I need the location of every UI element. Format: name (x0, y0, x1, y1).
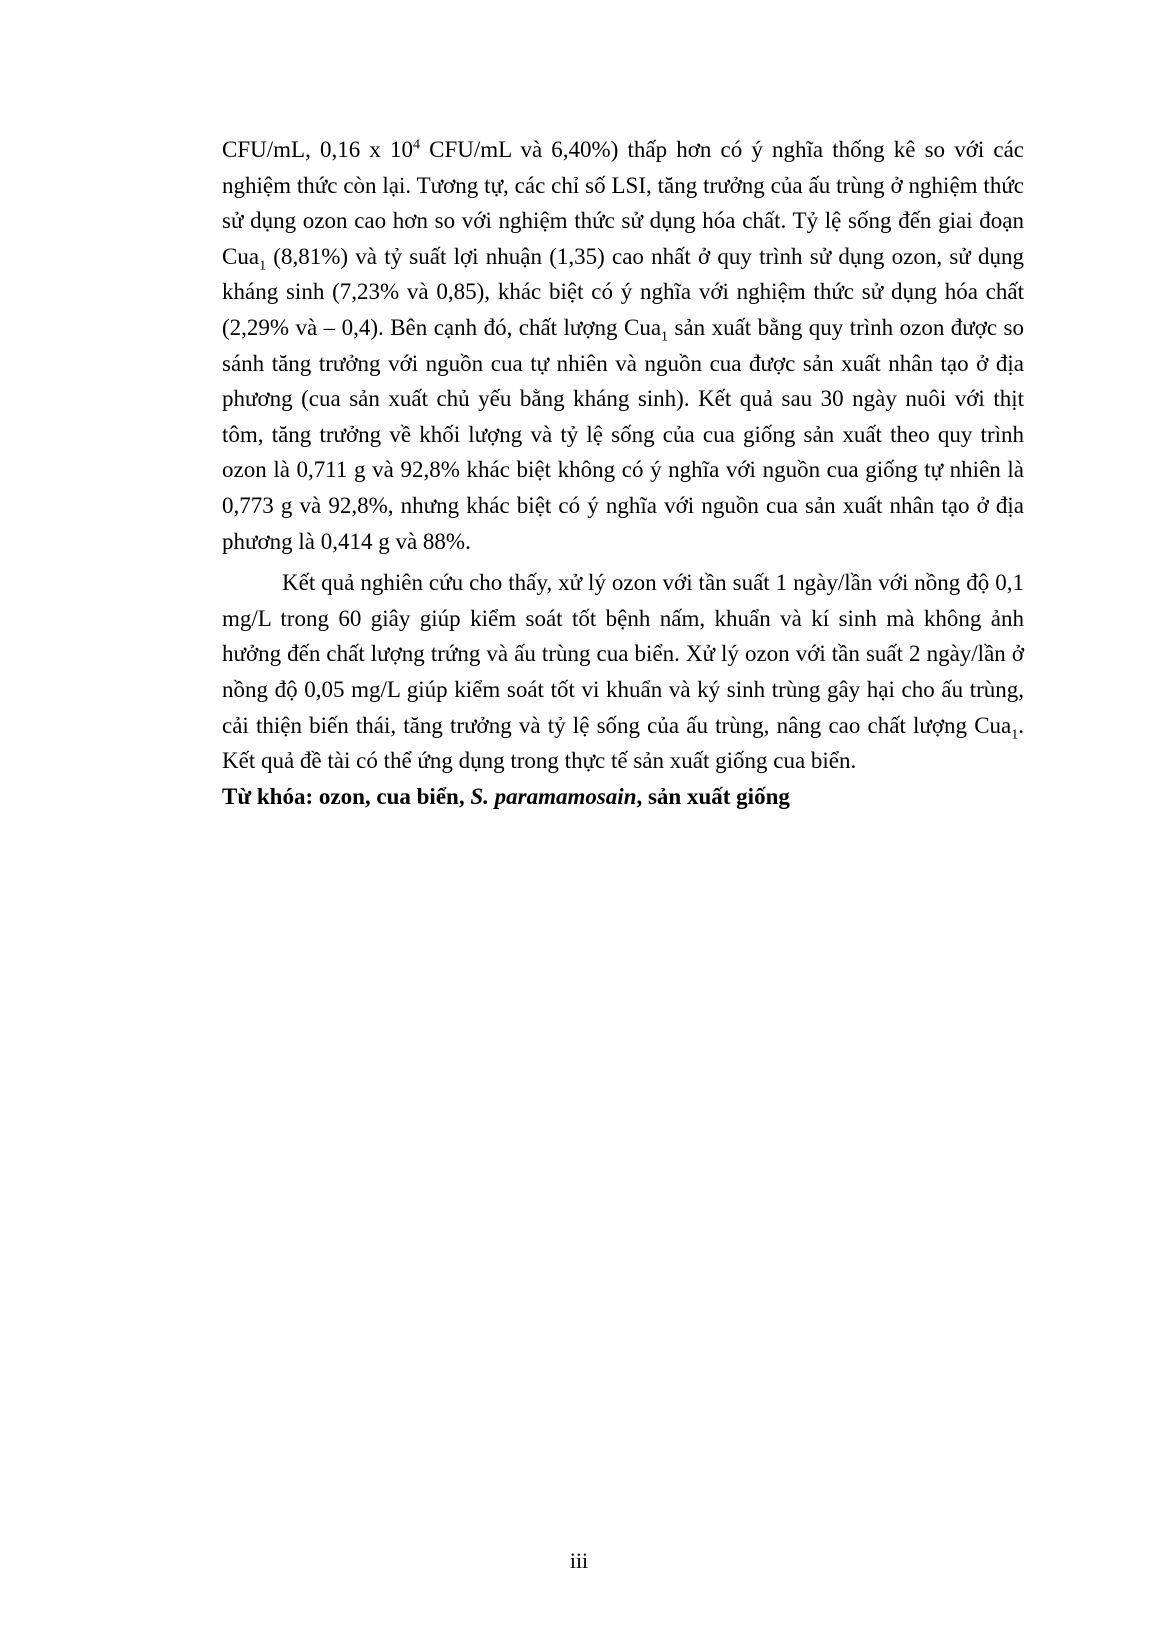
results-text-part-4: sản xuất bằng quy trình ozon được so sánh tăng trưởng với nguồn cua tự nhiên và nguồn cua được sản xuất nhân tạo ở địa phương (cua sản xuất chủ yếu bằng kháng sinh). Kết quả sau 30 ngày nuôi với thịt tôm, tăng trưởng về khối lượng và tỷ lệ sống của cua giống sản xuất theo quy trình ozon là 0,711 g và 92,8% khác biệt không có ý nghĩa với nguồn cua giống tự nhiên là 0,773 g và 92,8%, nhưng khác biệt có ý nghĩa với nguồn cua sản xuất nhân tạo ở địa phương là 0,414 g và 88%. (222, 314, 1024, 554)
results-text-part-3: (8,81%) và tỷ suất lợi nhuận (1,35) cao nhất ở quy trình sử dụng ozon, sử dụng kháng sinh (7,23% và 0,85), khác biệt có ý nghĩa với nghiệm thức sử dụng hóa chất (2,29% và – 0,4). Bên cạnh đó, chất lượng Cua (222, 243, 1024, 340)
keywords-species-name: S. paramamosain (470, 783, 637, 809)
abstract-text-block (222, 132, 1024, 814)
exponent-superscript: 4 (412, 137, 420, 153)
abstract-paragraph-conclusion (222, 565, 1024, 779)
results-text-part-1: CFU/mL, 0,16 x 10 (222, 137, 413, 162)
keywords-rest: , sản xuất giống (636, 783, 790, 809)
cua-stage-subscript: 1 (1011, 727, 1019, 743)
results-text-part-2: CFU/mL và 6,40%) thấp hơn có ý nghĩa thống kê so với các nghiệm thức còn lại. Tương tự, các chỉ số LSI, tăng trưởng của ấu trùng ở nghiệm thức sử dụng ozon cao hơn so với nghiệm thức sử dụng hóa chất. Tỷ lệ sống đến giai đoạn Cua (222, 137, 1025, 269)
conclusion-text-part-2: . Kết quả đề tài có thể ứng dụng trong thực tế sản xuất giống cua biển. (222, 712, 1024, 774)
page-number: iii (569, 1548, 589, 1573)
cua-stage-subscript: 1 (661, 329, 669, 345)
keywords-line (222, 779, 1024, 815)
conclusion-text-part-1: Kết quả nghiên cứu cho thấy, xử lý ozon với tần suất 1 ngày/lần với nồng độ 0,1 mg/L trong 60 giây giúp kiểm soát tốt bệnh nấm, khuẩn và kí sinh mà không ảnh hưởng đến chất lượng trứng và ấu trùng cua biển. Xử lý ozon với tần suất 2 ngày/lần ở nồng độ 0,05 mg/L giúp kiểm soát tốt vi khuẩn và ký sinh trùng gây hại cho ấu trùng, cải thiện biến thái, tăng trưởng và tỷ lệ sống của ấu trùng, nâng cao chất lượng Cua (222, 570, 1024, 738)
cua-stage-subscript: 1 (259, 258, 267, 274)
abstract-paragraph-results (222, 132, 1024, 559)
keywords-label: Từ khóa: ozon, cua biển, (222, 783, 471, 809)
